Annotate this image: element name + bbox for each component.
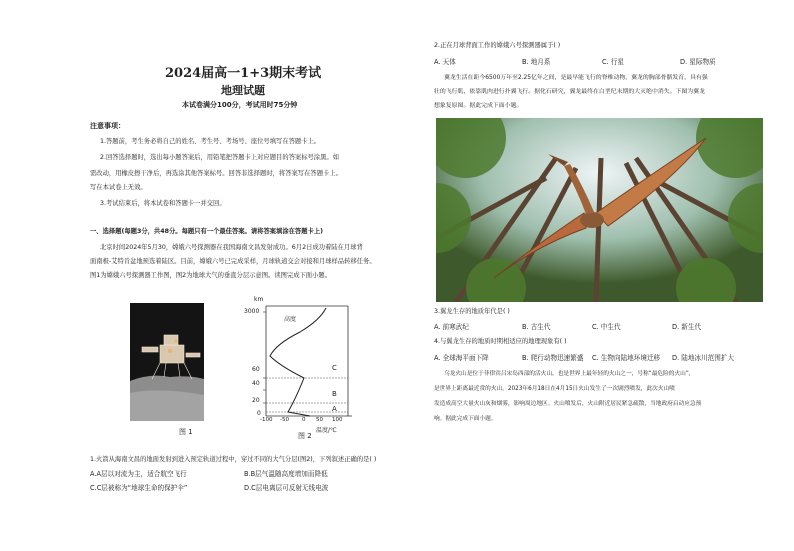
- figure1-lander-photo: [130, 303, 204, 421]
- q1-option-d: D.C层电离层可反射无线电波: [244, 484, 329, 492]
- q1-option-a: A.A层以对流为主，适合航空飞行: [90, 470, 187, 478]
- layer-label-b: B: [332, 390, 337, 398]
- y-tick-label: 40: [252, 380, 260, 387]
- x-tick-label: 0: [302, 417, 306, 423]
- y-tick-label: 0: [257, 410, 261, 417]
- passage-line: 面南极-艾特肯盆地预选着陆区。目前，嫦娥六号已完成采样，月球轨道交会对接和月球样品转移任务。: [90, 258, 376, 265]
- q4-passage-line: 发造成高空大量火山灰和烟雾，影响周边地区。火山喷发后，火山附近居民紧急疏散，当地政府启动应急预: [434, 401, 702, 407]
- figure2-atmosphere-diagram: [240, 298, 355, 438]
- layer-label-a: A: [332, 405, 337, 413]
- q2-option-d: D. 星际物质: [680, 58, 716, 66]
- note-line: 1.答题前，考生务必将自己的姓名、考生号、考场号、座位号填写在答题卡上。: [100, 138, 321, 145]
- q4-option-d: D. 陆地冰川范围扩大: [672, 354, 735, 362]
- note-line: 3.考试结束后，将本试卷和答题卡一并交回。: [100, 200, 226, 207]
- x-tick-label: -50: [280, 417, 289, 423]
- question-1-stem: 1.火箭从海南文昌的地面发射到进入预定轨道过程中，穿过不同的大气分层(图2)，下列叙述正确的是( ): [90, 456, 377, 463]
- q2-option-c: C. 行星: [602, 58, 624, 66]
- y-tick-label: 60: [252, 366, 260, 373]
- q4-option-c: C. 生物向陆地环境迁移: [592, 354, 661, 362]
- figure2-caption: 图 2: [298, 432, 312, 440]
- question-2-stem: 2.正在月球背面工作的嫦娥六号探测器属于( ): [434, 42, 561, 49]
- q4-option-b: B. 爬行动物迅速繁盛: [522, 354, 584, 362]
- q2-option-a: A. 天体: [434, 58, 456, 66]
- q2-option-b: B. 地月系: [522, 58, 551, 66]
- passage-line: 图1为嫦娥六号探测器工作图，图2为地球大气的垂直分层示意图。读图完成下面小题。: [90, 272, 331, 279]
- pterosaur-illustration: [436, 118, 763, 302]
- q3-option-a: A. 前寒武纪: [434, 323, 469, 331]
- exam-info: 本试卷满分100分，考试用时75分钟: [182, 101, 298, 109]
- figure1-caption: 图 1: [179, 428, 193, 436]
- notes-heading: 注意事项：: [90, 122, 125, 130]
- q3-option-b: B. 古生代: [522, 323, 551, 331]
- q4-option-a: A. 全球海平面下降: [434, 354, 489, 362]
- q2-passage-line: 翼龙生活在距今6500万年至2.25亿年之间，是最早能飞行的脊椎动物，翼龙的胸部骨骼发育，具有强: [444, 75, 708, 81]
- section-heading: 一、选择题(每题3分，共48分。每题只有一个最佳答案。请将答案填涂在答题卡上): [90, 228, 323, 235]
- q1-option-b: B.B层气温随高度增加而降低: [244, 470, 328, 478]
- exam-title: 2024届高一1+3期末考试: [165, 66, 322, 81]
- layer-label-c: C: [332, 364, 337, 372]
- x-tick-label: 100: [332, 417, 343, 423]
- question-4-stem: 4.与翼龙生存的地质时期相适应的地理现象有( ): [434, 338, 567, 345]
- q4-passage-line: 响。据此完成下面小题。: [434, 416, 497, 422]
- question-3-stem: 3.翼龙生存的地质年代是( ): [434, 308, 510, 315]
- y-tick-label: 20: [252, 397, 260, 404]
- q3-option-d: D. 新生代: [672, 323, 702, 331]
- q3-option-c: C. 中生代: [592, 323, 621, 331]
- y-axis-unit: km: [254, 296, 264, 303]
- q4-passage-line: 乌龙火山是位于菲律宾吕宋岛西部的活火山，也是世界上最年轻的火山之一，号称“最危险的火山”，: [444, 371, 695, 377]
- note-line: 写在本试卷上无效。: [90, 184, 147, 191]
- y-tick-label: 3000: [244, 308, 260, 315]
- note-line: 2.回答选择题时，选出每小题答案后，用铅笔把答题卡上对应题目的答案标号涂黑。如: [100, 154, 339, 161]
- passage-line: 北京时间2024年5月30，嫦娥六号探测器在我国海南文昌发射成功。6月2日成功着陆在月球背: [100, 244, 363, 251]
- q2-passage-line: 想象复原图。据此完成下面小题。: [434, 103, 523, 109]
- note-line: 需改动，用橡皮擦干净后，再选涂其他答案标号。回答非选择题时，将答案写在答题卡上。: [90, 170, 342, 177]
- q2-passage-line: 壮的飞行肌，依靠肌肉进行扑翼飞行。据化石研究，翼龙最终在白垩纪末期的大灭绝中消失。下图为翼龙: [434, 89, 705, 95]
- x-tick-label: 50: [316, 417, 323, 423]
- q4-passage-line: 是世界上距离最近赏的火山。2023年6月18日在4月15日火山发生了一次剧烈喷发，此次火山喷: [434, 386, 675, 392]
- exam-subtitle: 地理试题: [221, 84, 265, 97]
- x-axis-unit: 温度/℃: [316, 427, 337, 434]
- q1-option-c: C.C层被称为“地球生命的保护伞”: [90, 484, 188, 492]
- x-tick-label: -100: [260, 417, 273, 423]
- inner-label: 高度: [284, 316, 297, 323]
